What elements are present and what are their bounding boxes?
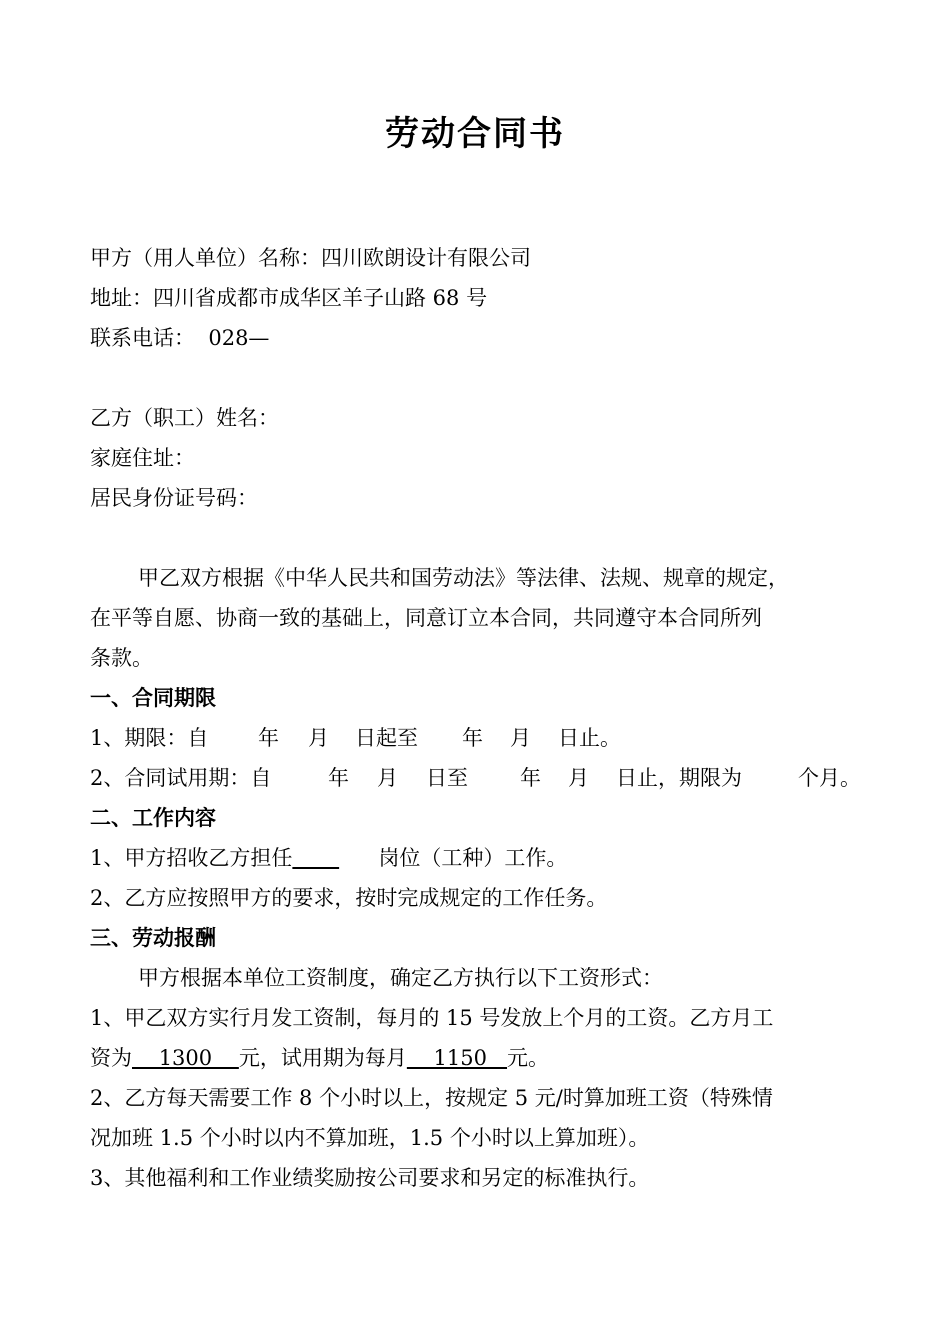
benefits-item: 3、其他福利和工作业绩奖励按公司要求和另定的标准执行。 — [90, 1166, 650, 1190]
overtime-item-line-1: 2、乙方每天需要工作 8 个小时以上，按规定 5 元/时算加班工资（特殊情 — [90, 1086, 773, 1110]
probation-label: 2、合同试用期：自 — [90, 766, 272, 790]
section-heading-remuneration: 三、劳动报酬 — [90, 926, 216, 950]
term-end-day: 日止。 — [558, 726, 621, 750]
probation-months: 个月。 — [798, 766, 861, 790]
monthly-salary-value: 1300 — [132, 1046, 239, 1070]
position-blank — [292, 838, 378, 878]
overtime-item-line-2: 况加班 1.5 个小时以内不算加班，1.5 个小时以上算加班）。 — [90, 1126, 650, 1150]
term-label: 1、期限：自 — [90, 726, 209, 750]
probation-start-day: 日至 — [426, 766, 468, 790]
term-start-year: 年 — [258, 726, 279, 750]
salary-middle: 元，试用期为每月 — [238, 1046, 407, 1070]
party-b-home-address: 家庭住址： — [90, 446, 195, 470]
work-content-item-2: 2、乙方应按照甲方的要求，按时完成规定的工作任务。 — [90, 886, 608, 910]
section-heading-term: 一、合同期限 — [90, 686, 216, 710]
probation-start-year: 年 — [328, 766, 349, 790]
party-a-name: 甲方（用人单位）名称：四川欧朗设计有限公司 — [90, 246, 531, 270]
preamble-line-3: 条款。 — [90, 646, 153, 670]
position-suffix: 岗位（工种）工作。 — [378, 846, 568, 870]
salary-prefix: 资为 — [90, 1046, 132, 1070]
party-b-id-number: 居民身份证号码： — [90, 486, 258, 510]
term-end-month: 月 — [510, 726, 531, 750]
salary-item-1-line-2 — [90, 1038, 860, 1078]
preamble-line-1: 甲乙双方根据《中华人民共和国劳动法》等法律、法规、规章的规定， — [138, 566, 789, 590]
probation-end-month: 月 — [568, 766, 589, 790]
section-heading-work-content: 二、工作内容 — [90, 806, 216, 830]
party-b-name: 乙方（职工）姓名： — [90, 406, 279, 430]
remuneration-intro: 甲方根据本单位工资制度，确定乙方执行以下工资形式： — [138, 966, 663, 990]
probation-end-day-period: 日止，期限为 — [616, 766, 742, 790]
party-a-phone: 联系电话： 028— — [90, 326, 270, 350]
salary-suffix: 元。 — [507, 1046, 550, 1070]
term-start-month: 月 — [308, 726, 329, 750]
work-content-item-1 — [90, 838, 860, 878]
document-title: 劳动合同书 — [385, 114, 565, 154]
position-prefix: 1、甲方招收乙方担任 — [90, 846, 293, 870]
term-end-year: 年 — [462, 726, 483, 750]
salary-item-1-line-1: 1、甲乙双方实行月发工资制，每月的 15 号发放上个月的工资。乙方月工 — [90, 1006, 774, 1030]
probation-start-month: 月 — [377, 766, 398, 790]
probation-salary-value: 1150 — [406, 1046, 508, 1070]
preamble-line-2: 在平等自愿、协商一致的基础上，同意订立本合同，共同遵守本合同所列 — [90, 606, 762, 630]
term-start-day: 日起至 — [355, 726, 418, 750]
probation-end-year: 年 — [520, 766, 541, 790]
party-a-address: 地址：四川省成都市成华区羊子山路 68 号 — [90, 286, 488, 310]
